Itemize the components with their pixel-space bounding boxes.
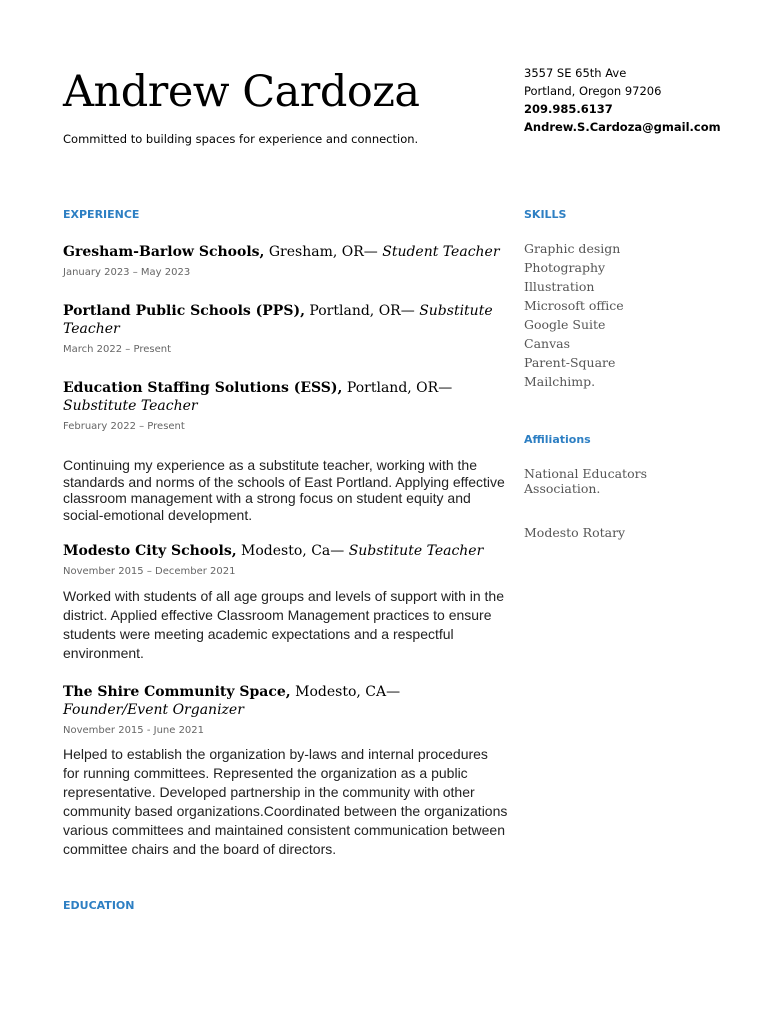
job-organization: Portland Public Schools (PPS),: [63, 303, 305, 319]
affiliations-heading: Affiliations: [524, 433, 591, 446]
job-dates: January 2023 – May 2023: [63, 267, 191, 278]
job-description: Helped to establish the organization by-laws and internal procedures for running committees. Represented the organization as a public representative. Developed partnership in the community with other community based organizations.Coordinated between the organizations various committees and maintained consistent communication between committee chairs and the board of directors.: [63, 746, 508, 857]
job-role: Founder/Event Organizer: [63, 702, 244, 718]
skills-heading: SKILLS: [524, 208, 567, 221]
job-title: [63, 542, 503, 560]
job-role: Substitute Teacher: [348, 543, 484, 559]
job-dates: February 2022 – Present: [63, 421, 185, 432]
job-entry: [63, 243, 503, 280]
job-location: Gresham, OR—: [264, 244, 383, 260]
skill-item: Parent-Square: [524, 355, 616, 370]
job-organization: Modesto City Schools,: [63, 543, 237, 559]
job-role: Student Teacher: [382, 244, 500, 260]
address-line-2: Portland, Oregon 97206: [524, 84, 662, 98]
affiliation-item: National Educators Association.: [524, 466, 647, 496]
email-address: Andrew.S.Cardoza@gmail.com: [524, 120, 721, 134]
job-entry: [63, 302, 503, 357]
resume-tagline: Committed to building spaces for experience and connection.: [63, 132, 419, 146]
job-role: Substitute Teacher: [63, 303, 493, 337]
education-heading: EDUCATION: [63, 899, 135, 912]
skill-item: Mailchimp.: [524, 374, 596, 389]
job-location: Portland, OR—: [342, 380, 453, 396]
job-title: [63, 243, 503, 261]
skill-item: Graphic design: [524, 241, 621, 256]
skill-item: Illustration: [524, 279, 595, 294]
resume-name: Andrew Cardoza: [63, 67, 420, 117]
job-entry: [63, 542, 503, 579]
job-location: Modesto, CA—: [290, 684, 401, 700]
job-description: Worked with students of all age groups and levels of support with in the district. Applied effective Classroom Management practices to ensure students were meeting academic expectations and a respectful environment.: [63, 588, 504, 661]
job-location: Modesto, Ca—: [236, 543, 349, 559]
contact-block: [524, 64, 721, 136]
job-organization: The Shire Community Space,: [63, 684, 291, 700]
skill-item: Google Suite: [524, 317, 606, 332]
job-dates: March 2022 – Present: [63, 344, 171, 355]
job-entry: [63, 379, 503, 434]
affiliation-item: Modesto Rotary: [524, 525, 626, 540]
job-organization: Gresham-Barlow Schools,: [63, 244, 265, 260]
skill-item: Photography: [524, 260, 606, 275]
job-title: [63, 302, 503, 338]
experience-heading: EXPERIENCE: [63, 208, 140, 221]
job-title: [63, 683, 503, 719]
job-entry: [63, 683, 503, 738]
address-line-1: 3557 SE 65th Ave: [524, 66, 627, 80]
skill-item: Canvas: [524, 336, 570, 351]
skills-list: [524, 239, 624, 391]
job-organization: Education Staffing Solutions (ESS),: [63, 380, 343, 396]
job-description: Continuing my experience as a substitute teacher, working with the standards and norms of the schools of East Portland. Applying effective classroom management with a strong focus on student equity and social-emotional development.: [63, 457, 505, 523]
job-location: Portland, OR—: [304, 303, 420, 319]
job-dates: November 2015 – December 2021: [63, 566, 236, 577]
phone-number: 209.985.6137: [524, 102, 613, 116]
job-role: Substitute Teacher: [63, 398, 198, 414]
job-title: [63, 379, 503, 415]
skill-item: Microsoft office: [524, 298, 624, 313]
job-dates: November 2015 - June 2021: [63, 725, 205, 736]
